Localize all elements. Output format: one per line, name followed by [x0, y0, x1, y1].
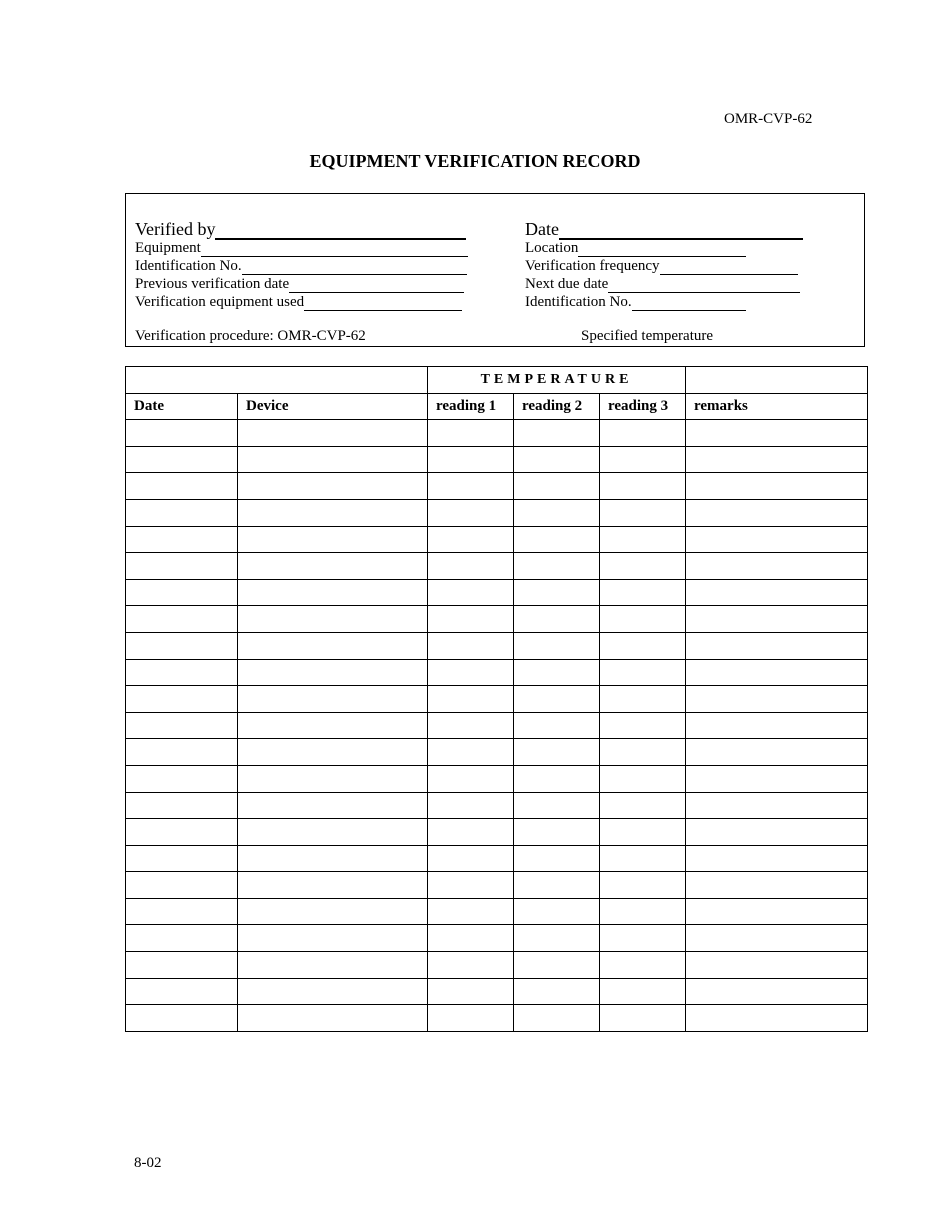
cell-date[interactable] — [126, 1005, 238, 1032]
cell-reading-3[interactable] — [600, 526, 686, 553]
verification-equipment-used-field[interactable] — [135, 293, 462, 311]
cell-date[interactable] — [126, 659, 238, 686]
cell-device[interactable] — [238, 659, 428, 686]
cell-reading-1[interactable] — [428, 712, 514, 739]
location-label: Location — [525, 240, 579, 256]
document-title: EQUIPMENT VERIFICATION RECORD — [309, 151, 641, 171]
column-header-remarks: remarks — [686, 393, 868, 420]
table-row — [126, 420, 868, 447]
table-row — [126, 632, 868, 659]
cell-reading-2[interactable] — [514, 526, 600, 553]
cell-reading-1[interactable] — [428, 739, 514, 766]
table-row — [126, 686, 868, 713]
cell-reading-3[interactable] — [600, 473, 686, 500]
cell-reading-2[interactable] — [514, 1005, 600, 1032]
identification-no-label: Identification No. — [135, 258, 242, 274]
previous-verification-date-line[interactable] — [289, 278, 464, 293]
cell-device[interactable] — [238, 792, 428, 819]
cell-reading-2[interactable] — [514, 659, 600, 686]
cell-remarks[interactable] — [686, 898, 868, 925]
cell-reading-3[interactable] — [600, 446, 686, 473]
cell-remarks[interactable] — [686, 845, 868, 872]
cell-reading-2[interactable] — [514, 499, 600, 526]
cell-date[interactable] — [126, 553, 238, 580]
table-row — [126, 819, 868, 846]
location-line[interactable] — [578, 242, 746, 257]
cell-reading-1[interactable] — [428, 872, 514, 899]
cell-device[interactable] — [238, 579, 428, 606]
table-row — [126, 1005, 868, 1032]
identification-no-line[interactable] — [242, 260, 467, 275]
table-row — [126, 792, 868, 819]
identification-no-field[interactable] — [135, 257, 467, 275]
cell-remarks[interactable] — [686, 739, 868, 766]
equipment-label: Equipment — [135, 240, 201, 256]
specified-temperature: Specified temperature — [581, 328, 714, 344]
date-field[interactable] — [525, 218, 803, 240]
cell-date[interactable] — [126, 765, 238, 792]
identification-no-2-label: Identification No. — [525, 294, 632, 310]
table-row — [126, 446, 868, 473]
cell-device[interactable] — [238, 420, 428, 447]
verification-equipment-used-line[interactable] — [304, 296, 462, 311]
cell-reading-2[interactable] — [514, 872, 600, 899]
cell-reading-3[interactable] — [600, 765, 686, 792]
cell-date[interactable] — [126, 526, 238, 553]
cell-reading-2[interactable] — [514, 898, 600, 925]
table-group-header-row — [126, 367, 868, 394]
cell-reading-2[interactable] — [514, 765, 600, 792]
cell-reading-3[interactable] — [600, 1005, 686, 1032]
cell-device[interactable] — [238, 739, 428, 766]
cell-reading-2[interactable] — [514, 420, 600, 447]
cell-date[interactable] — [126, 686, 238, 713]
location-field[interactable] — [525, 239, 746, 257]
cell-reading-3[interactable] — [600, 686, 686, 713]
cell-date[interactable] — [126, 925, 238, 952]
cell-device[interactable] — [238, 553, 428, 580]
cell-reading-1[interactable] — [428, 420, 514, 447]
cell-reading-3[interactable] — [600, 712, 686, 739]
cell-remarks[interactable] — [686, 765, 868, 792]
cell-reading-1[interactable] — [428, 553, 514, 580]
date-label: Date — [525, 219, 559, 239]
verified-by-line[interactable] — [215, 222, 466, 240]
table-row — [126, 765, 868, 792]
cell-date[interactable] — [126, 632, 238, 659]
cell-reading-3[interactable] — [600, 659, 686, 686]
cell-reading-2[interactable] — [514, 606, 600, 633]
table-row — [126, 526, 868, 553]
cell-reading-1[interactable] — [428, 446, 514, 473]
cell-reading-3[interactable] — [600, 898, 686, 925]
cell-date[interactable] — [126, 898, 238, 925]
table-row — [126, 898, 868, 925]
cell-reading-3[interactable] — [600, 925, 686, 952]
cell-reading-3[interactable] — [600, 553, 686, 580]
cell-reading-3[interactable] — [600, 499, 686, 526]
cell-reading-1[interactable] — [428, 845, 514, 872]
cell-reading-1[interactable] — [428, 925, 514, 952]
table-header-row — [126, 393, 868, 420]
verification-table — [125, 366, 868, 1032]
cell-reading-1[interactable] — [428, 978, 514, 1005]
table-row — [126, 473, 868, 500]
cell-reading-3[interactable] — [600, 819, 686, 846]
temperature-group-header: TEMPERATURE — [428, 367, 686, 394]
cell-date[interactable] — [126, 739, 238, 766]
cell-remarks[interactable] — [686, 819, 868, 846]
cell-reading-2[interactable] — [514, 712, 600, 739]
verification-procedure: Verification procedure: OMR-CVP-62 — [135, 328, 366, 344]
column-header-reading-2: reading 2 — [514, 393, 600, 420]
cell-reading-2[interactable] — [514, 739, 600, 766]
cell-date[interactable] — [126, 420, 238, 447]
page-number: 8-02 — [134, 1155, 162, 1171]
column-header-reading-3: reading 3 — [600, 393, 686, 420]
equipment-line[interactable] — [201, 242, 468, 257]
table-row — [126, 845, 868, 872]
table-row — [126, 553, 868, 580]
cell-reading-2[interactable] — [514, 553, 600, 580]
cell-reading-3[interactable] — [600, 579, 686, 606]
cell-reading-1[interactable] — [428, 579, 514, 606]
cell-device[interactable] — [238, 473, 428, 500]
cell-reading-2[interactable] — [514, 579, 600, 606]
cell-reading-1[interactable] — [428, 1005, 514, 1032]
cell-date[interactable] — [126, 579, 238, 606]
column-header-date: Date — [126, 393, 238, 420]
cell-reading-1[interactable] — [428, 473, 514, 500]
table-row — [126, 606, 868, 633]
verification-frequency-label: Verification frequency — [525, 258, 660, 274]
date-line[interactable] — [559, 222, 803, 240]
cell-reading-3[interactable] — [600, 978, 686, 1005]
verification-frequency-field[interactable] — [525, 257, 798, 275]
table-row — [126, 659, 868, 686]
cell-device[interactable] — [238, 1005, 428, 1032]
table-row — [126, 579, 868, 606]
cell-device[interactable] — [238, 872, 428, 899]
cell-reading-3[interactable] — [600, 845, 686, 872]
cell-remarks[interactable] — [686, 473, 868, 500]
cell-remarks[interactable] — [686, 686, 868, 713]
cell-date[interactable] — [126, 446, 238, 473]
cell-reading-1[interactable] — [428, 819, 514, 846]
verified-by-label: Verified by — [135, 219, 216, 239]
cell-date[interactable] — [126, 819, 238, 846]
cell-remarks[interactable] — [686, 925, 868, 952]
cell-device[interactable] — [238, 446, 428, 473]
cell-remarks[interactable] — [686, 420, 868, 447]
cell-reading-2[interactable] — [514, 446, 600, 473]
cell-reading-2[interactable] — [514, 819, 600, 846]
cell-remarks[interactable] — [686, 872, 868, 899]
cell-reading-3[interactable] — [600, 739, 686, 766]
identification-no-2-field[interactable] — [525, 293, 746, 311]
cell-reading-2[interactable] — [514, 686, 600, 713]
cell-reading-2[interactable] — [514, 845, 600, 872]
cell-remarks[interactable] — [686, 632, 868, 659]
cell-remarks[interactable] — [686, 526, 868, 553]
cell-device[interactable] — [238, 606, 428, 633]
column-header-device: Device — [238, 393, 428, 420]
table-row — [126, 925, 868, 952]
cell-date[interactable] — [126, 978, 238, 1005]
cell-reading-2[interactable] — [514, 925, 600, 952]
next-due-date-label: Next due date — [525, 276, 609, 292]
identification-no-2-line[interactable] — [632, 296, 746, 311]
cell-device[interactable] — [238, 526, 428, 553]
cell-remarks[interactable] — [686, 1005, 868, 1032]
group-header-spacer — [126, 367, 428, 394]
cell-reading-2[interactable] — [514, 473, 600, 500]
cell-device[interactable] — [238, 819, 428, 846]
cell-reading-1[interactable] — [428, 526, 514, 553]
cell-remarks[interactable] — [686, 579, 868, 606]
table-row — [126, 712, 868, 739]
cell-reading-1[interactable] — [428, 765, 514, 792]
cell-device[interactable] — [238, 952, 428, 979]
cell-reading-1[interactable] — [428, 499, 514, 526]
cell-date[interactable] — [126, 473, 238, 500]
document-code: OMR-CVP-62 — [724, 111, 813, 127]
cell-reading-2[interactable] — [514, 978, 600, 1005]
cell-device[interactable] — [238, 978, 428, 1005]
cell-reading-2[interactable] — [514, 952, 600, 979]
cell-device[interactable] — [238, 898, 428, 925]
next-due-date-field[interactable] — [525, 275, 800, 293]
cell-remarks[interactable] — [686, 712, 868, 739]
next-due-date-line[interactable] — [608, 278, 800, 293]
table-row — [126, 952, 868, 979]
cell-remarks[interactable] — [686, 978, 868, 1005]
table-row — [126, 499, 868, 526]
cell-date[interactable] — [126, 952, 238, 979]
cell-remarks[interactable] — [686, 792, 868, 819]
cell-remarks[interactable] — [686, 446, 868, 473]
cell-reading-1[interactable] — [428, 686, 514, 713]
cell-device[interactable] — [238, 845, 428, 872]
cell-reading-2[interactable] — [514, 792, 600, 819]
cell-reading-1[interactable] — [428, 952, 514, 979]
cell-date[interactable] — [126, 499, 238, 526]
cell-remarks[interactable] — [686, 659, 868, 686]
cell-reading-3[interactable] — [600, 632, 686, 659]
cell-device[interactable] — [238, 499, 428, 526]
cell-reading-1[interactable] — [428, 898, 514, 925]
cell-reading-3[interactable] — [600, 420, 686, 447]
previous-verification-date-field[interactable] — [135, 275, 464, 293]
cell-device[interactable] — [238, 712, 428, 739]
cell-remarks[interactable] — [686, 952, 868, 979]
cell-remarks[interactable] — [686, 553, 868, 580]
verified-by-field[interactable] — [135, 218, 466, 240]
cell-reading-3[interactable] — [600, 792, 686, 819]
cell-reading-1[interactable] — [428, 632, 514, 659]
cell-reading-3[interactable] — [600, 952, 686, 979]
cell-date[interactable] — [126, 792, 238, 819]
cell-date[interactable] — [126, 845, 238, 872]
cell-remarks[interactable] — [686, 499, 868, 526]
table-row — [126, 872, 868, 899]
column-header-reading-1: reading 1 — [428, 393, 514, 420]
cell-device[interactable] — [238, 686, 428, 713]
cell-reading-1[interactable] — [428, 659, 514, 686]
cell-device[interactable] — [238, 765, 428, 792]
cell-date[interactable] — [126, 712, 238, 739]
verification-info-box — [125, 193, 865, 347]
verification-frequency-line[interactable] — [660, 260, 798, 275]
cell-device[interactable] — [238, 925, 428, 952]
cell-reading-1[interactable] — [428, 606, 514, 633]
table-row — [126, 739, 868, 766]
cell-reading-3[interactable] — [600, 606, 686, 633]
table-row — [126, 978, 868, 1005]
cell-reading-3[interactable] — [600, 872, 686, 899]
cell-reading-2[interactable] — [514, 632, 600, 659]
cell-reading-1[interactable] — [428, 792, 514, 819]
previous-verification-date-label: Previous verification date — [135, 276, 290, 292]
equipment-field[interactable] — [135, 239, 468, 257]
verification-equipment-used-label: Verification equipment used — [135, 294, 305, 310]
group-header-spacer-right — [686, 367, 868, 394]
cell-date[interactable] — [126, 872, 238, 899]
cell-remarks[interactable] — [686, 606, 868, 633]
cell-date[interactable] — [126, 606, 238, 633]
cell-device[interactable] — [238, 632, 428, 659]
